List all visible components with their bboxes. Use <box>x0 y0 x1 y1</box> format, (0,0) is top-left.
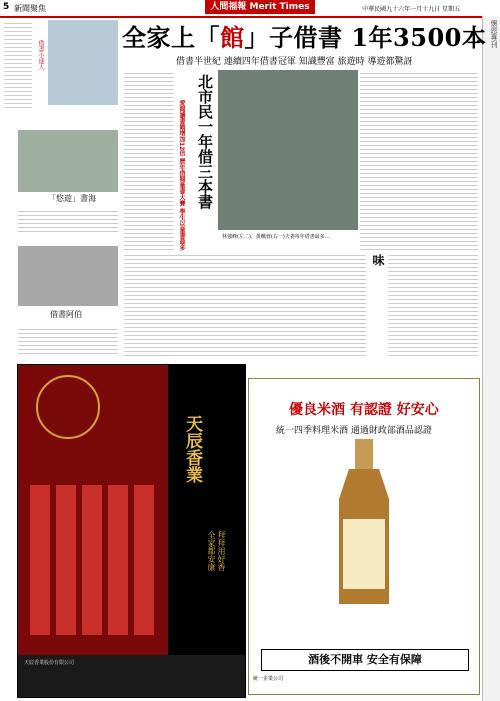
ad-company: 統一企業公司 <box>253 676 284 682</box>
wine-bottle-image <box>319 439 409 609</box>
ad-safety-slogan: 酒後不開車 安全有保障 <box>261 649 469 671</box>
ad-brand-name: 天辰香業 <box>182 415 202 483</box>
issue-date: 中華民國九十六年一月十九日 星期五 <box>362 6 460 13</box>
headline-highlight: 館 <box>220 23 245 52</box>
caption-reading-sea: 「悠遊」書海 <box>48 194 96 203</box>
main-photo-caption: 林強峰(左二)、黃楓蓉(右一)夫妻每年借書最多... <box>222 234 330 240</box>
adjacent-page-text: 懷恩專刊 <box>490 20 498 48</box>
main-subhead: 借書半世紀 連續四年借書冠軍 知識豐富 旅遊時 導遊都驚訝 <box>176 57 413 67</box>
adjacent-page-strip <box>482 16 500 701</box>
ad-company-name: 天辰香業股份有限公司 <box>24 660 75 666</box>
main-headline: 全家上「館」子借書 1年3500本 <box>122 23 487 52</box>
caption-book-uncle: 借書阿伯 <box>50 310 82 319</box>
ad-slogan-2: 全家都安康 <box>207 531 216 571</box>
rice-wine-advertisement <box>248 378 480 695</box>
left-body-text-3 <box>18 326 118 354</box>
incense-advertisement <box>17 364 246 698</box>
photo-couple-library <box>218 70 358 230</box>
middle-body-text <box>124 252 366 358</box>
ad-headline: 優良米酒 有認證 好安心 <box>289 402 439 418</box>
ad-footer <box>18 655 245 697</box>
photo-children-reading <box>18 130 118 192</box>
right-body-text <box>360 70 478 250</box>
viewpoint-body <box>388 252 478 358</box>
left-body-text-1 <box>4 20 32 110</box>
viewpoint-title: 味 <box>371 254 385 266</box>
ad-product-grid <box>30 485 160 635</box>
left-body-text-2 <box>18 208 118 232</box>
ad-logo-emblem <box>36 375 100 439</box>
photo-girl-books <box>48 20 118 105</box>
ad-slogan-1: 拜拜用好香 <box>217 531 226 571</box>
caption-book-kid: 借書小達人 <box>37 40 44 70</box>
page-number: 5 <box>3 2 10 12</box>
center-body-text <box>124 70 174 250</box>
vertical-title: 北市民一年借三本書 <box>196 74 214 209</box>
section-label: 新聞聚焦 <box>14 4 46 13</box>
ad-subline: 統一四季料理米酒 通過財政部酒品認證 <box>276 426 432 436</box>
masthead: 人間福報 Merit Times <box>205 0 315 14</box>
vertical-subtitle: 愛閱讀書籍增加12倍 歷年借閱量書大賽 學生以童書最多 <box>178 100 185 251</box>
photo-elderly-man <box>18 246 118 306</box>
